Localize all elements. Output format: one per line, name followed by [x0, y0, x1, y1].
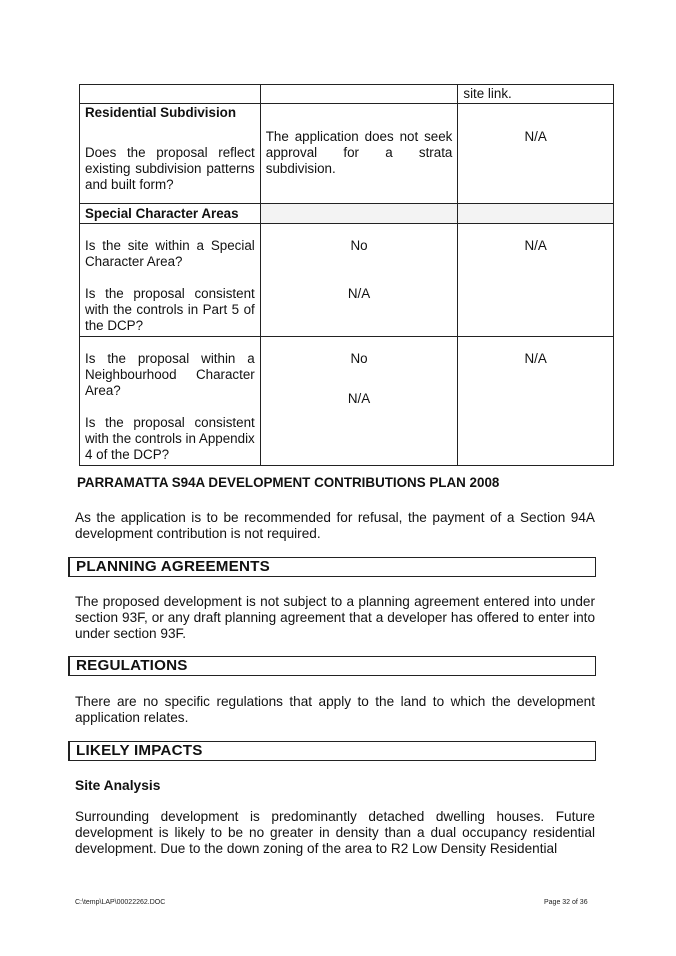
planning-agreements-text: The proposed development is not subject to a planning agreement entered into under section 93F, or any draft planning agreement that a developer has offered to enter into under section 93F. — [75, 594, 595, 641]
table-cell — [80, 85, 261, 104]
table-row — [80, 104, 614, 204]
table-row — [80, 224, 614, 337]
heading-text: LIKELY IMPACTS — [76, 742, 203, 759]
table-cell — [260, 104, 458, 204]
neighbourhood-response-2: N/A — [347, 391, 371, 406]
regulations-heading — [68, 656, 596, 676]
neighbourhood-response-1: No — [350, 351, 368, 366]
neighbourhood-question-1: Is the proposal within a Neighbourhood Character Area? — [85, 351, 255, 398]
residential-question: Does the proposal reflect existing subdivision patterns and built form? — [85, 145, 255, 192]
likely-impacts-heading — [68, 741, 596, 761]
table-cell — [458, 204, 614, 224]
table-cell — [80, 204, 261, 224]
residential-compliance: N/A — [524, 129, 547, 144]
table-cell — [260, 204, 458, 224]
neighbourhood-question-2: Is the proposal consistent with the controls in Appendix 4 of the DCP? — [85, 415, 255, 462]
special-response-2: N/A — [347, 286, 371, 301]
regulations-text: There are no specific regulations that apply to the land to which the development application relates. — [75, 694, 595, 725]
neighbourhood-compliance: N/A — [524, 351, 547, 366]
table-cell — [80, 224, 261, 337]
site-analysis-text: Surrounding development is predominantly detached dwelling houses. Future development is likely to be no greater in density than a dual occupancy residential development. Due to the down zoning of the area to R2 Low Density Residential — [75, 809, 595, 856]
table-cell — [80, 104, 261, 204]
site-analysis-heading: Site Analysis — [75, 778, 161, 793]
footer-page-number: Page 32 of 36 — [544, 899, 588, 906]
residential-subdivision-heading: Residential Subdivision — [85, 105, 237, 120]
heading-text: REGULATIONS — [76, 657, 188, 674]
contributions-plan-text: As the application is to be recommended for refusal, the payment of a Section 94A development contribution is not required. — [75, 510, 595, 541]
table-cell — [458, 337, 614, 466]
footer-file-path: C:\temp\LAP\00022262.DOC — [75, 899, 166, 906]
special-response-1: No — [350, 238, 368, 253]
table-cell — [260, 224, 458, 337]
heading-text: PLANNING AGREEMENTS — [76, 558, 270, 575]
table-cell — [458, 85, 614, 104]
table-row — [80, 204, 614, 224]
table-row — [80, 85, 614, 104]
cell-text: site link. — [463, 86, 512, 101]
table-cell — [458, 224, 614, 337]
special-question-2: Is the proposal consistent with the controls in Part 5 of the DCP? — [85, 286, 255, 333]
table-cell — [260, 337, 458, 466]
table-cell — [80, 337, 261, 466]
table-row — [80, 337, 614, 466]
special-question-1: Is the site within a Special Character Area? — [85, 238, 255, 269]
table-cell — [458, 104, 614, 204]
contributions-plan-heading: PARRAMATTA S94A DEVELOPMENT CONTRIBUTIONS PLAN 2008 — [77, 475, 500, 490]
dcp-compliance-table — [79, 84, 614, 466]
table-cell — [260, 85, 458, 104]
planning-agreements-heading — [68, 557, 596, 577]
special-compliance: N/A — [524, 238, 547, 253]
special-character-heading: Special Character Areas — [85, 206, 239, 221]
residential-response: The application does not seek approval for a strata subdivision. — [265, 129, 453, 176]
